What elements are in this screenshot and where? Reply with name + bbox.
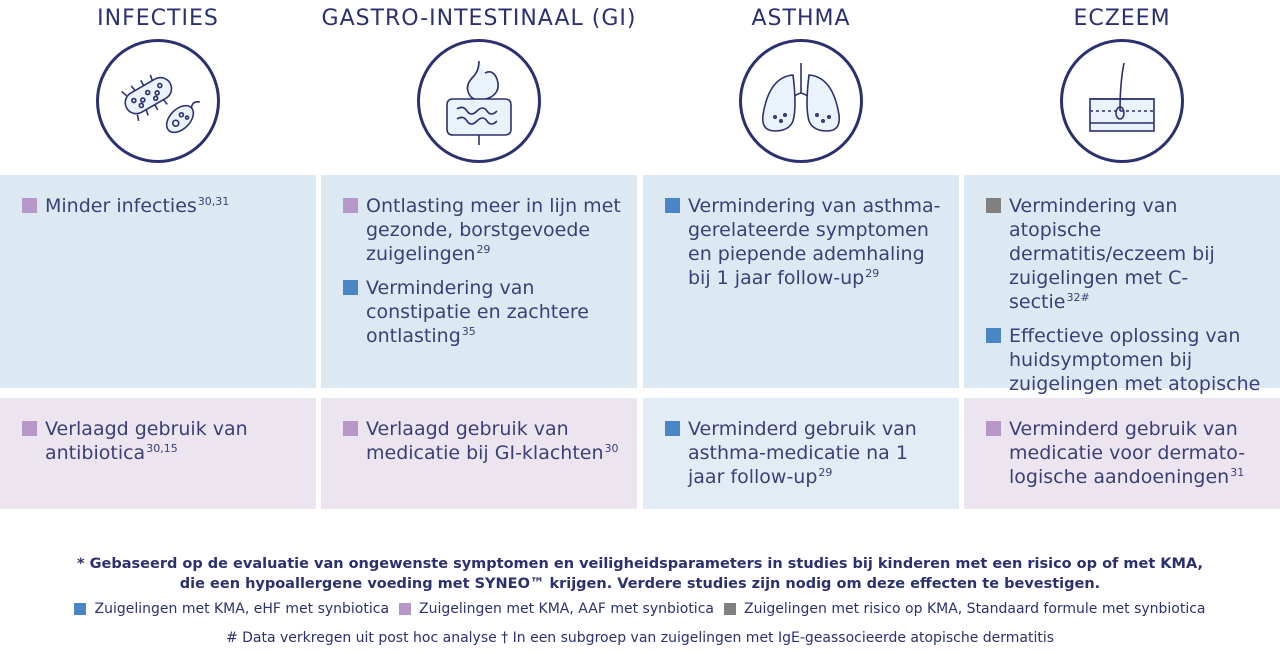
benefit-text: Minder infecties: [45, 195, 197, 217]
purple-square-marker: [343, 421, 358, 436]
reference-number: 29: [818, 466, 833, 479]
legend-label: Zuigelingen met risico op KMA, Standaard formule met synbiotica: [743, 601, 1206, 617]
legend: [0, 601, 1280, 617]
blue-square-marker: [986, 328, 1001, 343]
benefit-item: [665, 417, 947, 489]
benefit-panel-medication: [0, 398, 316, 509]
benefit-text: Effectieve oplossing van huidsymptomen bij zuigelingen met atopische: [1009, 325, 1261, 395]
benefit-panel-primary: [321, 175, 637, 388]
legend-item-purple: [399, 601, 714, 617]
benefit-item: [665, 194, 947, 290]
benefit-panel-primary: [0, 175, 316, 388]
benefit-text: Verlaagd gebruik van antibiotica: [45, 418, 248, 464]
blue-square-marker: [665, 421, 680, 436]
benefit-panel-medication: [964, 398, 1280, 509]
benefit-item: [343, 194, 625, 266]
benefit-text: Ontlasting meer in lijn met gezonde, borstgevoede zuigelingen: [366, 195, 621, 265]
purple-square-marker: [986, 421, 1001, 436]
benefit-panel-primary: [964, 175, 1280, 395]
skin-hair-icon: [1060, 39, 1184, 163]
reference-number: 29: [476, 243, 491, 256]
benefit-panel-primary: [643, 175, 959, 388]
footnote-analysis-note: # Data verkregen uit post hoc analyse † In een subgroep van zuigelingen met IgE-geassocieerde atopische dermatitis: [225, 630, 1055, 646]
reference-number: 30,31: [197, 195, 230, 208]
reference-number: 31: [1230, 466, 1245, 479]
reference-number: 29: [865, 267, 880, 280]
purple-square-marker: [399, 603, 411, 615]
legend-item-blue: [74, 601, 389, 617]
legend-label: Zuigelingen met KMA, eHF met synbiotica: [94, 601, 390, 617]
intestine-icon: [417, 39, 541, 163]
column-heading: INFECTIES: [97, 6, 219, 31]
gray-square-marker: [724, 603, 736, 615]
benefit-item: [986, 417, 1268, 489]
footnote-line: die een hypoallergene voeding met SYNEO™ krijgen. Verdere studies zijn nodig om deze effecten te bevestigen.: [179, 576, 1101, 592]
blue-square-marker: [665, 198, 680, 213]
reference-number: 30,15: [146, 442, 178, 455]
legend-label: Zuigelingen met KMA, AAF met synbiotica: [419, 601, 714, 617]
benefit-text: Vermindering van constipatie en zachtere ontlasting: [366, 277, 589, 347]
reference-number: 32#: [1066, 291, 1090, 304]
benefit-text: Verminderd gebruik van medicatie voor dermato-logische aandoeningen: [1009, 418, 1246, 488]
purple-square-marker: [22, 421, 37, 436]
purple-square-marker: [343, 198, 358, 213]
purple-square-marker: [22, 198, 37, 213]
blue-square-marker: [74, 603, 86, 615]
benefit-item: [343, 417, 625, 465]
benefit-item: [22, 194, 304, 218]
benefit-text: Verlaagd gebruik van medicatie bij GI-klachten: [366, 418, 604, 464]
benefit-text: Verminderd gebruik van asthma-medicatie na 1 jaar follow-up: [688, 418, 917, 488]
benefit-panel-medication: [321, 398, 637, 509]
column-heading: ECZEEM: [1073, 6, 1171, 31]
benefit-text: Vermindering van asthma-gerelateerde symptomen en piepende ademhaling bij 1 jaar follow-up: [688, 195, 941, 289]
gray-square-marker: [986, 198, 1001, 213]
benefit-item: [343, 276, 625, 348]
lungs-icon: [739, 39, 863, 163]
benefit-text: Vermindering van atopische dermatitis/eczeem bij zuigelingen met C-sectie: [1009, 195, 1215, 313]
benefit-panel-medication: [643, 398, 959, 509]
column-heading: GASTRO-INTESTINAAL (GI): [321, 6, 637, 31]
footnote-disclaimer: [0, 554, 1280, 594]
bacteria-icon: [96, 39, 220, 163]
reference-number: 35: [461, 325, 476, 338]
column-heading: ASTHMA: [751, 6, 851, 31]
benefit-item: [986, 194, 1268, 314]
reference-number: 30: [604, 442, 619, 455]
benefit-item: [22, 417, 304, 465]
footnote-line: * Gebaseerd op de evaluatie van ongewenste symptomen en veiligheidsparameters in studies bij kinderen met een risico op of met KMA,: [77, 556, 1203, 572]
blue-square-marker: [343, 280, 358, 295]
legend-item-gray: [724, 601, 1206, 617]
